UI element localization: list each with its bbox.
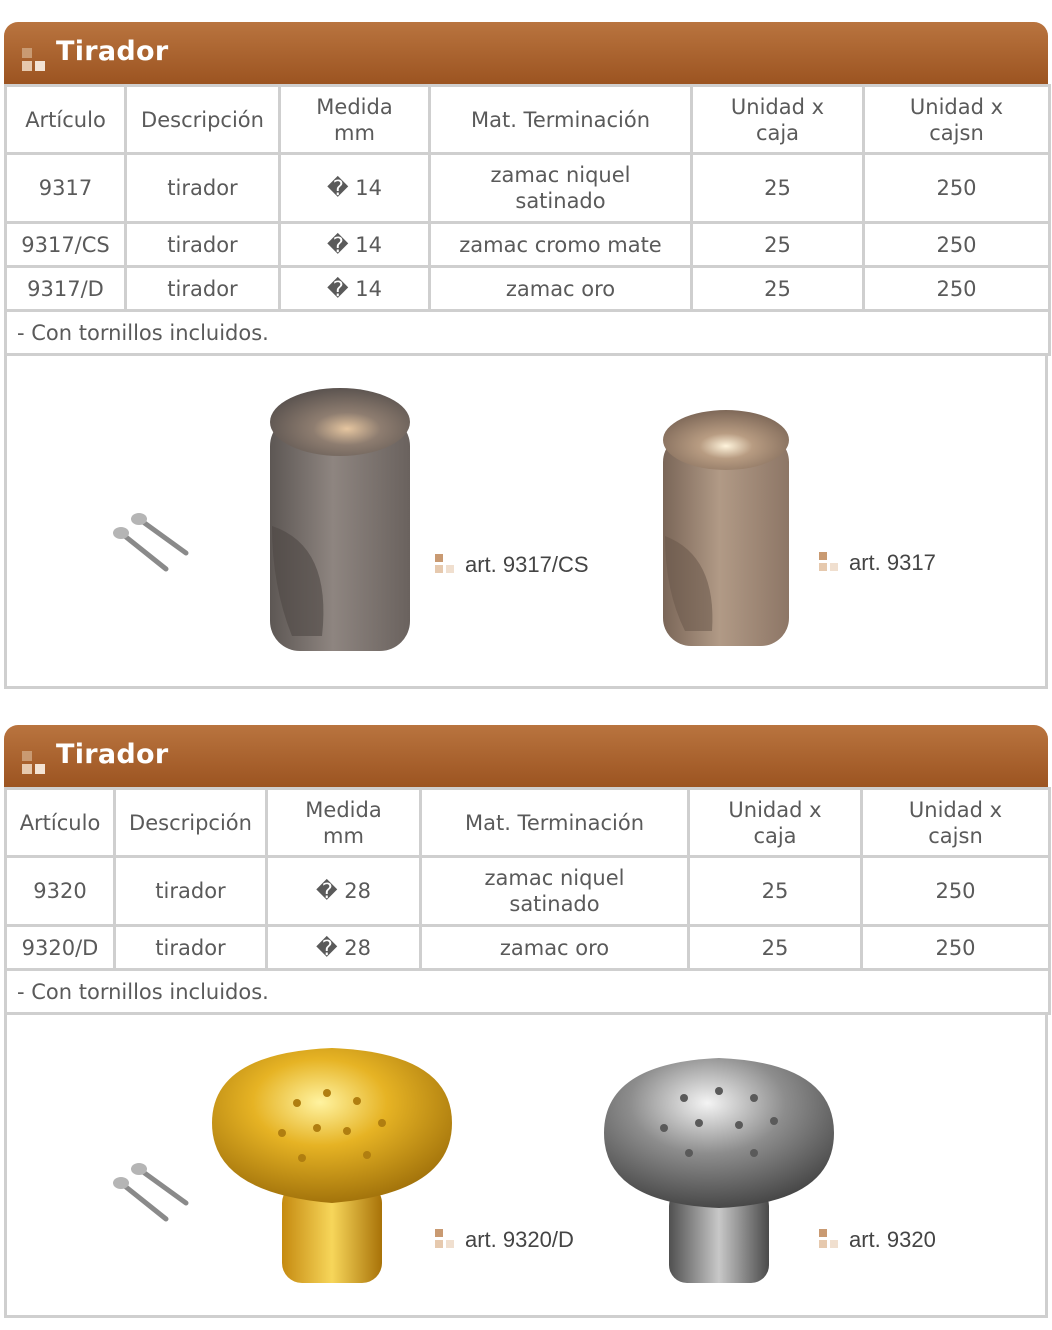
col-unidad-cajsn: Unidad x cajsn xyxy=(864,86,1050,154)
cell-descripcion: tirador xyxy=(126,267,280,311)
cell-articulo: 9320 xyxy=(6,857,115,926)
cell-medida: � 14 xyxy=(280,223,430,267)
cell-medida: � 14 xyxy=(280,154,430,223)
cell-material: zamac oro xyxy=(421,926,689,970)
panel-header xyxy=(4,725,1048,787)
knob-9320-image xyxy=(599,1053,849,1293)
label-9317 xyxy=(819,550,936,576)
table-header-row xyxy=(6,789,1050,857)
col-material: Mat. Terminación xyxy=(430,86,692,154)
cell-unidad-cajsn: 250 xyxy=(864,223,1050,267)
cell-articulo: 9317/D xyxy=(6,267,126,311)
panel-header xyxy=(4,22,1048,84)
label-text: art. 9320/D xyxy=(465,1227,574,1252)
col-unidad-caja: Unidad x caja xyxy=(692,86,864,154)
label-text: art. 9320 xyxy=(849,1227,936,1252)
knob-9320d-image xyxy=(207,1043,457,1293)
cell-medida: � 28 xyxy=(267,857,421,926)
note-row xyxy=(6,970,1050,1014)
product-panel-9317 xyxy=(4,22,1048,689)
cell-descripcion: tirador xyxy=(115,926,267,970)
col-medida: Medida mm xyxy=(280,86,430,154)
label-text: art. 9317/CS xyxy=(465,552,589,577)
cell-unidad-cajsn: 250 xyxy=(864,267,1050,311)
col-medida: Medida mm xyxy=(267,789,421,857)
cell-descripcion: tirador xyxy=(115,857,267,926)
knob-9317cs-image xyxy=(262,386,432,666)
panel-title: Tirador xyxy=(56,739,169,770)
table-row xyxy=(6,857,1050,926)
col-material: Mat. Terminación xyxy=(421,789,689,857)
label-9320 xyxy=(819,1227,936,1253)
col-articulo: Artículo xyxy=(6,789,115,857)
screws-image xyxy=(111,511,201,581)
table-row xyxy=(6,154,1050,223)
cell-material: zamac niquel satinado xyxy=(430,154,692,223)
product-panel-9320 xyxy=(4,725,1048,1318)
image-area xyxy=(4,356,1048,689)
cell-unidad-cajsn: 250 xyxy=(862,857,1050,926)
squares-bullet-icon xyxy=(435,554,457,576)
squares-bullet-icon xyxy=(435,1229,457,1251)
knob-9317-image xyxy=(657,406,817,656)
cell-medida: � 14 xyxy=(280,267,430,311)
note-text: - Con tornillos incluidos. xyxy=(6,311,1050,355)
product-table xyxy=(4,787,1051,1015)
table-row xyxy=(6,223,1050,267)
cell-articulo: 9317/CS xyxy=(6,223,126,267)
cell-unidad-caja: 25 xyxy=(692,267,864,311)
table-row xyxy=(6,267,1050,311)
note-row xyxy=(6,311,1050,355)
cell-unidad-cajsn: 250 xyxy=(864,154,1050,223)
col-unidad-caja: Unidad x caja xyxy=(689,789,862,857)
squares-logo-icon xyxy=(22,751,48,777)
cell-unidad-caja: 25 xyxy=(692,223,864,267)
label-9320d xyxy=(435,1227,574,1253)
cell-material: zamac cromo mate xyxy=(430,223,692,267)
col-descripcion: Descripción xyxy=(126,86,280,154)
col-articulo: Artículo xyxy=(6,86,126,154)
panel-title: Tirador xyxy=(56,36,169,67)
cell-material: zamac oro xyxy=(430,267,692,311)
squares-logo-icon xyxy=(22,48,48,74)
product-table xyxy=(4,84,1051,356)
cell-descripcion: tirador xyxy=(126,154,280,223)
cell-unidad-cajsn: 250 xyxy=(862,926,1050,970)
cell-unidad-caja: 25 xyxy=(689,926,862,970)
col-unidad-cajsn: Unidad x cajsn xyxy=(862,789,1050,857)
cell-material: zamac niquel satinado xyxy=(421,857,689,926)
table-row xyxy=(6,926,1050,970)
cell-unidad-caja: 25 xyxy=(689,857,862,926)
note-text: - Con tornillos incluidos. xyxy=(6,970,1050,1014)
cell-articulo: 9320/D xyxy=(6,926,115,970)
squares-bullet-icon xyxy=(819,552,841,574)
screws-image xyxy=(111,1161,201,1231)
squares-bullet-icon xyxy=(819,1229,841,1251)
cell-descripcion: tirador xyxy=(126,223,280,267)
cell-unidad-caja: 25 xyxy=(692,154,864,223)
cell-articulo: 9317 xyxy=(6,154,126,223)
table-header-row xyxy=(6,86,1050,154)
col-descripcion: Descripción xyxy=(115,789,267,857)
label-text: art. 9317 xyxy=(849,550,936,575)
cell-medida: � 28 xyxy=(267,926,421,970)
image-area xyxy=(4,1015,1048,1318)
label-9317cs xyxy=(435,552,589,578)
